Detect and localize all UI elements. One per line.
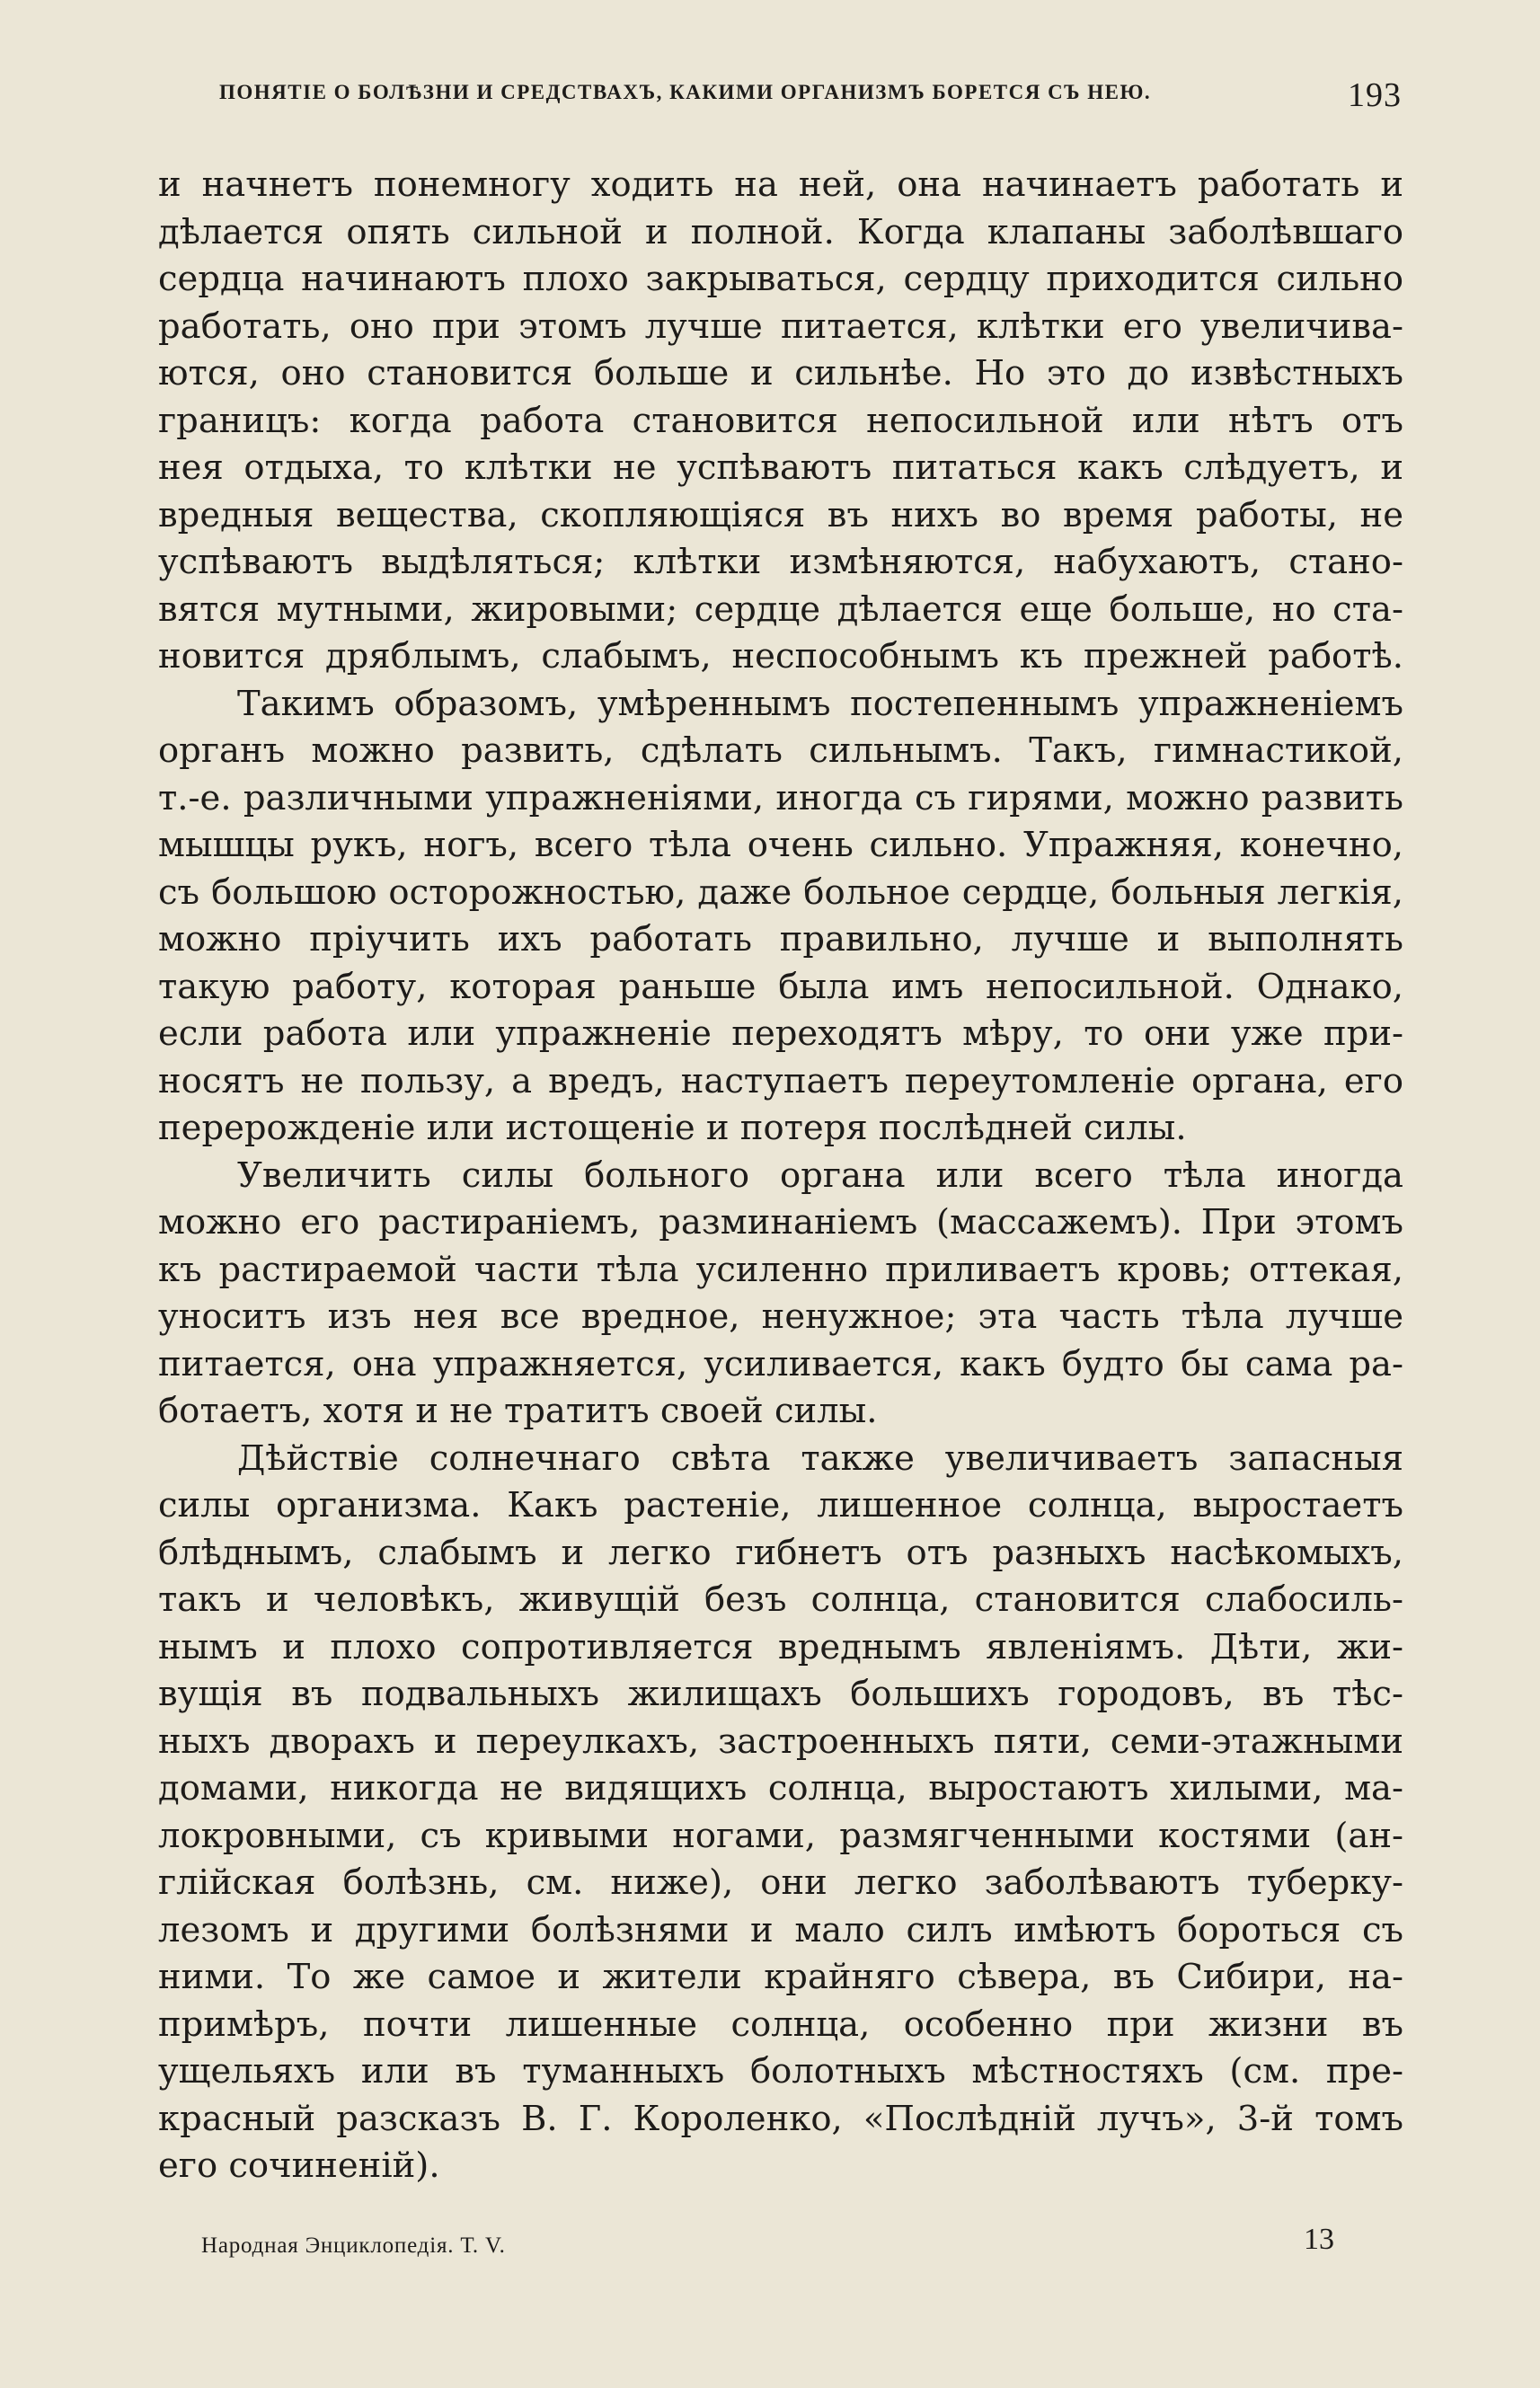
text-line: примѣръ, почти лишенные солнца, особенно при жизни въ: [158, 2003, 1403, 2045]
text-line: такъ и человѣкъ, живущій безъ солнца, становится слабосиль-: [158, 1579, 1403, 1620]
text-line: успѣваютъ выдѣляться; клѣтки измѣняются, набухаютъ, стано-: [158, 542, 1403, 582]
text-line: Дѣйствіе солнечнаго свѣта также увеличиваетъ запасныя: [237, 1437, 1403, 1479]
text-line: границъ: когда работа становится непосильной или нѣтъ отъ: [158, 400, 1403, 441]
paragraph-4: [158, 1436, 1403, 2190]
running-title: ПОНЯТІЕ О БОЛѢЗНИ И СРЕДСТВАХЪ, КАКИМИ ОРГАНИЗМЪ БОРЕТСЯ СЪ НЕЮ.: [219, 81, 1152, 103]
text-line: нея отдыха, то клѣтки не успѣваютъ питаться какъ слѣдуетъ, и: [158, 447, 1403, 488]
paragraph-2: [158, 681, 1403, 1153]
text-line: лезомъ и другими болѣзнями и мало силъ имѣютъ бороться съ: [158, 1909, 1403, 1950]
text-line: вятся мутными, жировыми; сердце дѣлается еще больше, но ста-: [158, 588, 1403, 630]
text-line: Такимъ образомъ, умѣреннымъ постепеннымъ упражненіемъ: [237, 683, 1403, 724]
text-line: вредныя вещества, скопляющіяся въ нихъ во время работы, не: [158, 494, 1403, 535]
signature-mark: 13: [1304, 2223, 1334, 2256]
text-line: работать, оно при этомъ лучше питается, клѣтки его увеличива-: [158, 305, 1403, 347]
paragraph-1: [158, 162, 1403, 681]
text-line: глійская болѣзнь, см. ниже), они легко заболѣваютъ туберку-: [158, 1862, 1403, 1903]
text-line: дѣлается опять сильной и полной. Когда клапаны заболѣвшаго: [158, 211, 1403, 252]
text-line: его сочиненій).: [158, 2145, 440, 2186]
text-line: перерожденіе или истощеніе и потеря послѣдней силы.: [158, 1108, 1187, 1148]
text-line: нымъ и плохо сопротивляется вреднымъ явленіямъ. Дѣти, жи-: [158, 1626, 1403, 1667]
text-line: ущельяхъ или въ туманныхъ болотныхъ мѣстностяхъ (см. пре-: [158, 2051, 1403, 2092]
text-line: красный разсказъ В. Г. Короленко, «Послѣдній лучъ», 3-й томъ: [158, 2098, 1403, 2139]
text-line: если работа или упражненіе переходятъ мѣру, то они уже при-: [158, 1013, 1403, 1054]
text-line: такую работу, которая раньше была имъ непосильной. Однако,: [158, 966, 1403, 1007]
page-number: 193: [1348, 76, 1402, 114]
text-line: ются, оно становится больше и сильнѣе. Но это до извѣстныхъ: [158, 353, 1403, 394]
text-line: Увеличить силы больного органа или всего тѣла иногда: [237, 1154, 1403, 1196]
text-line: съ большою осторожностью, даже больное сердце, больныя легкія,: [158, 871, 1403, 913]
text-line: носятъ не пользу, а вредъ, наступаетъ переутомленіе органа, его: [158, 1060, 1403, 1101]
footer-source: Народная Энциклопедія. Т. V.: [201, 2233, 506, 2258]
text-line: уноситъ изъ нея все вредное, ненужное; эта часть тѣла лучше: [158, 1296, 1403, 1337]
running-header: [198, 75, 1405, 120]
text-line: новится дряблымъ, слабымъ, неспособнымъ къ прежней работѣ.: [158, 636, 1403, 677]
text-line: ботаетъ, хотя и не тратитъ своей силы.: [158, 1391, 878, 1431]
text-line: ныхъ дворахъ и переулкахъ, застроенныхъ пяти, семи-этажными: [158, 1720, 1403, 1762]
paragraph-3: [158, 1153, 1403, 1436]
text-line: можно его растираніемъ, разминаніемъ (массажемъ). При этомъ: [158, 1202, 1403, 1243]
text-line: сердца начинаютъ плохо закрываться, сердцу приходится сильно: [158, 259, 1403, 299]
text-line: питается, она упражняется, усиливается, какъ будто бы сама ра-: [158, 1343, 1403, 1384]
text-line: домами, никогда не видящихъ солнца, выростаютъ хилыми, ма-: [158, 1768, 1403, 1809]
text-line: можно пріучить ихъ работать правильно, лучше и выполнять: [158, 919, 1403, 960]
text-line: органъ можно развить, сдѣлать сильнымъ. Такъ, гимнастикой,: [158, 730, 1403, 771]
text-line: силы организма. Какъ растеніе, лишенное солнца, выростаетъ: [158, 1485, 1403, 1526]
text-line: локровными, съ кривыми ногами, размягченными костями (ан-: [158, 1815, 1403, 1856]
text-line: т.-е. различными упражненіями, иногда съ гирями, можно развить: [158, 777, 1403, 818]
body-text: [158, 162, 1403, 2190]
text-line: и начнетъ понемногу ходить на ней, она начинаетъ работать и: [158, 164, 1403, 205]
text-line: вущія въ подвальныхъ жилищахъ большихъ городовъ, въ тѣс-: [158, 1674, 1403, 1714]
text-line: къ растираемой части тѣла усиленно приливаетъ кровь; оттекая,: [158, 1249, 1403, 1290]
text-line: ними. То же самое и жители крайняго сѣвера, въ Сибири, на-: [158, 1957, 1403, 1997]
text-line: блѣднымъ, слабымъ и легко гибнетъ отъ разныхъ насѣкомыхъ,: [158, 1532, 1403, 1573]
text-line: мышцы рукъ, ногъ, всего тѣла очень сильно. Упражняя, конечно,: [158, 825, 1403, 865]
